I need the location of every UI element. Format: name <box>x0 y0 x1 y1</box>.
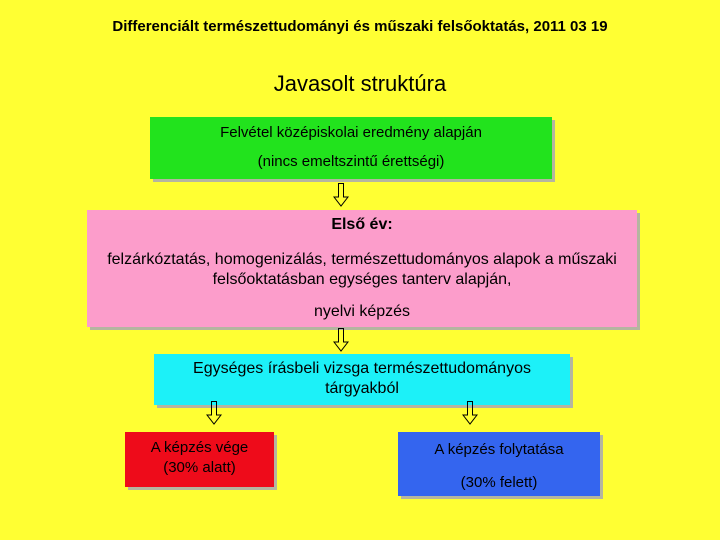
down-arrow-icon <box>333 328 349 352</box>
end-box <box>125 432 274 487</box>
first-year-footer: nyelvi képzés <box>313 303 411 320</box>
end-line-1: A képzés vége <box>150 439 249 456</box>
down-arrow-icon <box>333 183 349 207</box>
slide-title: Javasolt struktúra <box>273 71 447 96</box>
down-arrow-right-icon <box>462 401 478 425</box>
first-year-heading: Első év: <box>331 216 393 233</box>
first-year-box <box>87 210 637 327</box>
down-arrow-left-icon <box>206 401 222 425</box>
continue-line-1: A képzés folytatása <box>434 441 564 458</box>
exam-text: Egységes írásbeli vizsga természettudományos tárgyakból <box>193 360 531 397</box>
end-line-2: (30% alatt) <box>163 459 236 476</box>
admission-line-2: (nincs emeltszintű érettségi) <box>257 153 445 170</box>
exam-box <box>154 354 570 405</box>
slide-header: Differenciált természettudományi és műszaki felsőoktatás, 2011 03 19 <box>112 18 608 35</box>
first-year-body: felzárkóztatás, homogenizálás, természettudományos alapok a műszaki felsőoktatásban egységes tanterv alapján, <box>107 251 617 288</box>
admission-line-1: Felvétel középiskolai eredmény alapján <box>220 124 482 141</box>
admission-box <box>150 117 552 179</box>
continue-line-2: (30% felett) <box>460 474 538 491</box>
continue-box <box>398 432 600 496</box>
